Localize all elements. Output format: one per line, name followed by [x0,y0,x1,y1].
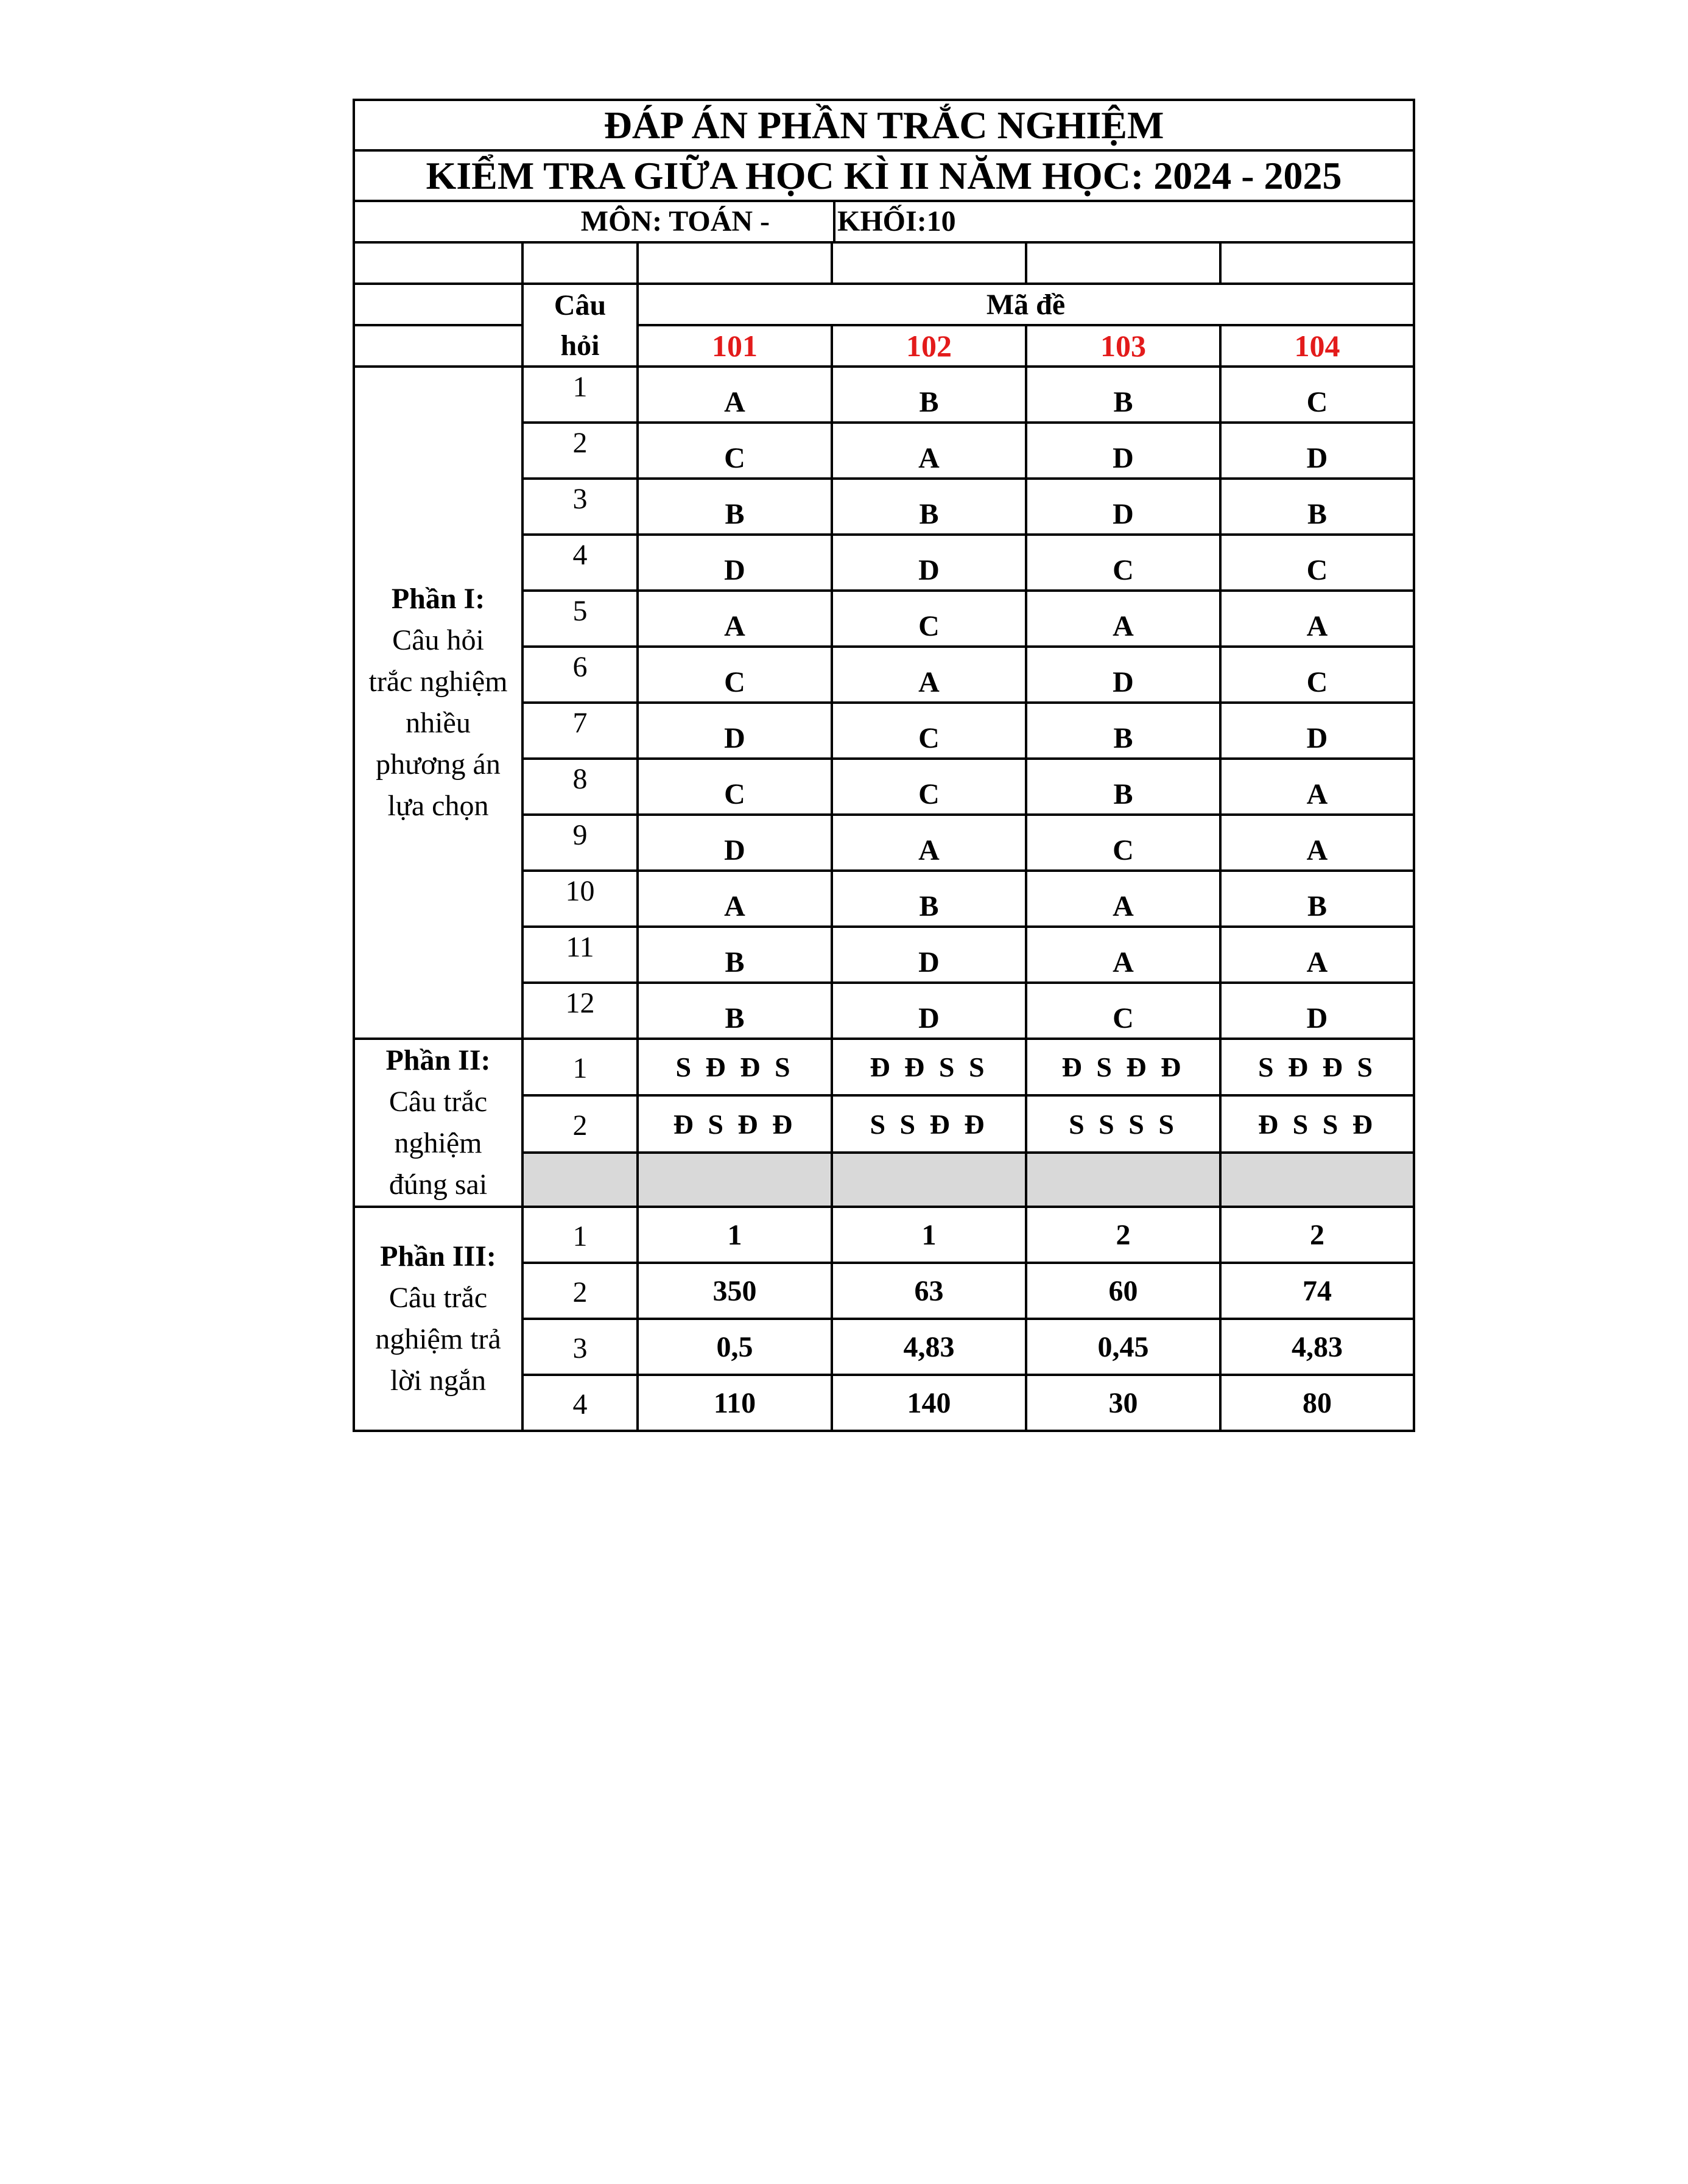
answer-cell: C [1026,815,1220,871]
question-number: 12 [522,983,638,1039]
answer-cell: C [1220,535,1414,591]
question-number: 2 [522,423,638,479]
answer-cell: D [1220,983,1414,1039]
exam-code-103: 103 [1026,325,1220,367]
blank-row [354,242,1414,284]
part2-title: Phần II: [385,1044,491,1076]
exam-code-label: Mã đề [638,284,1414,325]
answer-cell: 140 [832,1375,1026,1431]
answer-cell: 74 [1220,1263,1414,1319]
answer-cell: B [638,927,832,983]
answer-cell: 80 [1220,1375,1414,1431]
answer-cell: C [1220,647,1414,703]
answer-cell: Đ S S Đ [1220,1095,1414,1152]
part2-desc: Câu trắc [389,1086,488,1118]
question-number: 1 [522,1207,638,1263]
answer-cell: 2 [1220,1207,1414,1263]
answer-cell: S S Đ Đ [832,1095,1026,1152]
part2-label [354,1039,522,1207]
blank-cell [522,242,638,284]
question-number: 7 [522,703,638,759]
question-number: 4 [522,1375,638,1431]
subject-label: MÔN: TOÁN - [580,205,770,237]
header-empty-cell [354,325,522,367]
question-number: 3 [522,1319,638,1375]
part1-desc: Câu hỏi [392,624,484,656]
part1-desc: phương án [376,748,501,781]
part3-desc: lời ngắn [390,1364,487,1397]
answer-cell: A [832,647,1026,703]
answer-cell: B [638,983,832,1039]
answer-cell: 0,5 [638,1319,832,1375]
answer-cell: B [1026,759,1220,815]
part3-desc: Câu trắc [389,1282,488,1314]
answer-cell: Đ S Đ Đ [1026,1039,1220,1095]
header-empty-cell [354,284,522,325]
question-number: 6 [522,647,638,703]
gray-cell [1026,1153,1220,1207]
exam-code-104: 104 [1220,325,1414,367]
answer-cell: B [1026,703,1220,759]
part3-desc: nghiệm trả [375,1323,501,1355]
answer-cell: Đ Đ S S [832,1039,1026,1095]
answer-cell: B [1220,871,1414,927]
answer-cell: D [832,535,1026,591]
answer-cell: B [1220,479,1414,535]
answer-cell: B [832,367,1026,423]
question-number: 5 [522,591,638,647]
question-number: 11 [522,927,638,983]
answer-cell: C [832,703,1026,759]
part3-row [354,1207,1414,1263]
answer-cell: 60 [1026,1263,1220,1319]
answer-cell: C [1220,367,1414,423]
part1-desc: nhiều [406,707,471,739]
exam-code-101: 101 [638,325,832,367]
blank-cell [1220,242,1414,284]
part3-title: Phần III: [380,1240,496,1273]
blank-cell [1026,242,1220,284]
answer-cell: C [638,423,832,479]
answer-cell: 110 [638,1375,832,1431]
title-line-2: KIỂM TRA GIỮA HỌC KÌ II NĂM HỌC: 2024 - 2025 [354,150,1414,201]
part2-desc: nghiệm [394,1127,482,1159]
answer-cell: 2 [1026,1207,1220,1263]
blank-cell [832,242,1026,284]
blank-cell [354,242,522,284]
part1-title: Phần I: [391,583,485,615]
answer-cell: 1 [832,1207,1026,1263]
answer-cell: A [1026,927,1220,983]
question-number: 10 [522,871,638,927]
part1-label [354,367,522,1039]
question-number: 9 [522,815,638,871]
answer-cell: 4,83 [832,1319,1026,1375]
answer-cell: 4,83 [1220,1319,1414,1375]
answer-cell: Đ S Đ Đ [638,1095,832,1152]
answer-cell: S Đ Đ S [638,1039,832,1095]
part3-label [354,1207,522,1431]
question-header-line-1: Câu [522,284,638,325]
answer-cell: 350 [638,1263,832,1319]
answer-cell: C [638,647,832,703]
part2-row [354,1039,1414,1095]
answer-cell: C [832,591,1026,647]
answer-cell: A [1220,591,1414,647]
answer-cell: 0,45 [1026,1319,1220,1375]
part2-desc: đúng sai [389,1168,488,1201]
answer-cell: A [638,367,832,423]
answer-cell: A [1220,759,1414,815]
part1-desc: lựa chọn [387,790,489,822]
answer-cell: 30 [1026,1375,1220,1431]
answer-cell: D [1026,479,1220,535]
answer-cell: A [1220,927,1414,983]
answer-key-table [353,99,1415,1432]
answer-cell: A [832,423,1026,479]
question-number: 2 [522,1263,638,1319]
answer-cell: A [638,591,832,647]
question-number: 1 [522,1039,638,1095]
answer-cell: S Đ Đ S [1220,1039,1414,1095]
answer-cell: A [638,871,832,927]
question-number: 2 [522,1095,638,1152]
answer-cell: 63 [832,1263,1026,1319]
gray-cell [832,1153,1026,1207]
answer-cell: A [1026,591,1220,647]
answer-cell: A [832,815,1026,871]
part1-desc: trắc nghiệm [368,665,508,698]
answer-cell: D [832,983,1026,1039]
subject-divider [833,202,835,241]
answer-cell: C [638,759,832,815]
subject-line [354,201,1414,242]
answer-cell: B [832,871,1026,927]
answer-cell: D [1220,703,1414,759]
answer-cell: D [832,927,1026,983]
part1-row [354,367,1414,423]
gray-cell [638,1153,832,1207]
answer-cell: B [638,479,832,535]
grade-label: KHỐI:10 [837,205,956,237]
answer-cell: S S S S [1026,1095,1220,1152]
gray-cell [1220,1153,1414,1207]
answer-cell: D [638,535,832,591]
answer-cell: D [638,703,832,759]
title-line-1: ĐÁP ÁN PHẦN TRẮC NGHIỆM [354,100,1414,150]
blank-cell [638,242,832,284]
exam-code-102: 102 [832,325,1026,367]
answer-cell: C [1026,535,1220,591]
answer-cell: D [1026,423,1220,479]
answer-cell: B [832,479,1026,535]
answer-cell: D [1026,647,1220,703]
answer-cell: C [832,759,1026,815]
question-number: 1 [522,367,638,423]
question-number: 4 [522,535,638,591]
question-header-line-2: hỏi [522,325,638,367]
answer-cell: C [1026,983,1220,1039]
answer-cell: D [1220,423,1414,479]
question-number: 8 [522,759,638,815]
answer-cell: A [1026,871,1220,927]
answer-cell: A [1220,815,1414,871]
gray-cell [522,1153,638,1207]
answer-cell: B [1026,367,1220,423]
question-number: 3 [522,479,638,535]
answer-cell: 1 [638,1207,832,1263]
answer-cell: D [638,815,832,871]
